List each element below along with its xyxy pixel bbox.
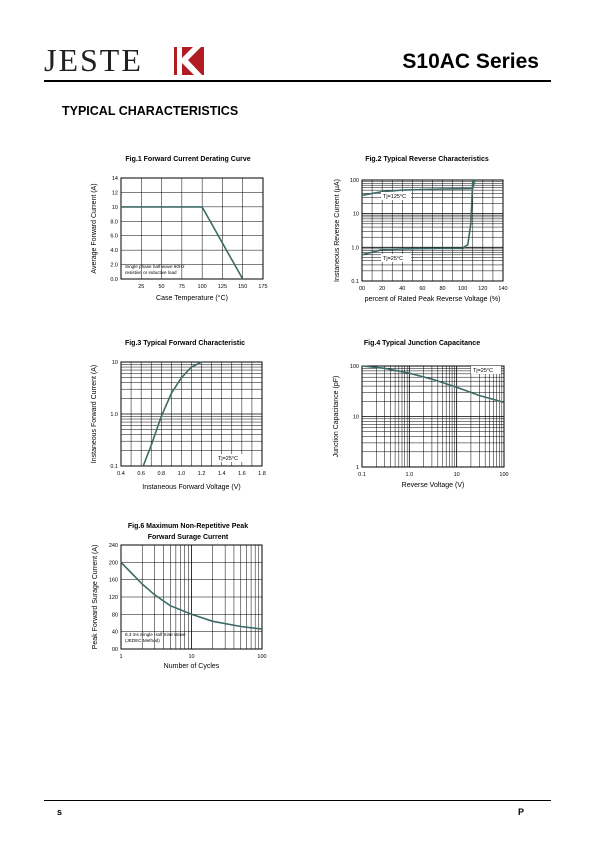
fig2-ytick: 0.1: [351, 279, 359, 285]
logo-text: JESTE: [44, 42, 143, 78]
fig4-series-label: Tj=25°C: [473, 368, 494, 374]
fig6-ytick: 00: [111, 647, 118, 653]
fig1-ytick: 0.0: [110, 277, 118, 283]
fig3-xtick: 1.2: [197, 471, 206, 477]
fig2-xtick: 100: [458, 286, 468, 292]
fig6-ytick: 240: [108, 543, 118, 549]
fig1-ytick: 8.0: [110, 219, 118, 226]
fig2-xtick: 00: [358, 286, 366, 292]
fig3-xtick: 1.6: [238, 471, 246, 477]
fig4-xtick: 1.0: [405, 472, 414, 478]
fig2-ytick: 1.0: [351, 245, 359, 252]
footer-left: s: [57, 807, 63, 817]
fig6-xtick: 10: [188, 654, 195, 660]
fig4-xlabel: Reverse Voltage (V): [401, 482, 465, 489]
fig1-xtick: 100: [197, 284, 207, 290]
fig2-series-label: Tj=125°C: [383, 194, 407, 200]
fig4-ytick: 100: [349, 364, 359, 370]
fig6-xlabel: Number of Cycles: [163, 663, 220, 670]
fig1-note: Single phase half-wave 60Hz: [125, 264, 185, 269]
fig1-xtick: 150: [238, 284, 248, 290]
fig2-xtick: 80: [439, 286, 446, 292]
fig1-xtick: 175: [258, 284, 268, 290]
fig1-xtick: 50: [158, 284, 165, 290]
fig2-series-label: Tj=25°C: [383, 256, 404, 262]
fig2-xtick: 140: [498, 286, 508, 292]
fig3-xtick: 1.4: [217, 471, 226, 477]
fig6-ytick: 200: [108, 560, 118, 567]
fig1-xtick: 75: [178, 284, 185, 290]
fig3-ytick: 10: [111, 360, 118, 366]
fig6-title2: Forward Surage Current: [147, 534, 229, 541]
fig4-xtick: 10: [453, 472, 460, 478]
fig2-xtick: 120: [478, 286, 488, 292]
fig1-xlabel: Case Temperature (°C): [156, 295, 228, 302]
fig1-title: Fig.1 Forward Current Derating Curve: [125, 156, 251, 163]
fig3-ytick: 1.0: [110, 412, 118, 418]
fig1-ytick: 4.0: [110, 248, 118, 255]
fig4-ylabel: Junction Capacitance (pF): [333, 375, 340, 458]
fig3-ytick: 0.1: [110, 464, 118, 470]
fig1-ylabel: Average Forward Current (A): [91, 183, 98, 274]
fig6-note: 8.3 ms Single Half Sine Wave: [125, 632, 186, 637]
fig6-ytick: 40: [111, 629, 118, 636]
fig1-ytick: 6.0: [110, 233, 118, 240]
fig3-series-label: Tj=25°C: [218, 456, 239, 462]
fig2-series-line: [362, 180, 473, 255]
series-title: S10AC Series: [402, 50, 539, 73]
fig2-xlabel: percent of Rated Peak Reverse Voltage (%): [364, 296, 501, 303]
fig3-xlabel: Instaneous Forward Voltage (V): [142, 484, 241, 491]
fig1-ytick: 12: [111, 190, 118, 197]
fig6-ytick: 120: [108, 595, 118, 601]
fig2-ytick: 100: [349, 178, 359, 184]
fig1-ytick: 14: [111, 176, 118, 182]
fig2-xtick: 40: [399, 286, 406, 292]
fig6-ytick: 80: [111, 612, 118, 619]
fig3-xtick: 1.0: [177, 471, 186, 477]
fig1-xtick: 125: [217, 284, 228, 290]
footer-right: P: [518, 807, 525, 817]
fig2-xtick: 20: [379, 286, 386, 292]
fig2-title: Fig.2 Typical Reverse Characteristics: [365, 156, 489, 163]
fig2-ytick: 10: [352, 211, 359, 218]
fig6-ytick: 160: [108, 577, 118, 584]
footer-rule: [44, 800, 551, 801]
fig4-xtick: 100: [499, 472, 509, 478]
fig4-ytick: 10: [352, 414, 359, 421]
fig3-xtick: 1.8: [258, 471, 266, 477]
section-title: TYPICAL CHARACTERISTICS: [62, 104, 239, 118]
fig4-xtick: 0.1: [358, 472, 366, 478]
fig3-xtick: 0.6: [137, 471, 145, 477]
fig3-xtick: 0.4: [117, 471, 125, 477]
fig4-title: Fig.4 Typical Junction Capacitance: [363, 340, 481, 347]
fig6-title: Fig.6 Maximum Non-Repetitive Peak: [127, 523, 249, 530]
fig6-note: (JEDEC Method): [125, 638, 160, 643]
fig3-xtick: 0.8: [157, 471, 166, 477]
fig6-ylabel: Peak Forward Surage Current (A): [92, 544, 99, 650]
fig1-note: resistive or inductive load: [125, 270, 177, 275]
fig3-title: Fig.3 Typical Forward Characteristic: [124, 340, 246, 347]
fig2-xtick: 60: [419, 286, 426, 292]
fig4-ytick: 1: [355, 465, 359, 471]
fig1-xtick: 25: [138, 284, 145, 290]
fig1-ytick: 2.0: [110, 262, 118, 269]
fig6-xtick: 1: [119, 654, 123, 660]
fig1-ytick: 10: [111, 204, 118, 211]
fig6-xtick: 100: [257, 654, 267, 660]
fig3-ylabel: Instaneous Forward Current (A): [91, 364, 98, 464]
fig2-ylabel: Instaneous Reverse Current (μA): [334, 179, 341, 282]
